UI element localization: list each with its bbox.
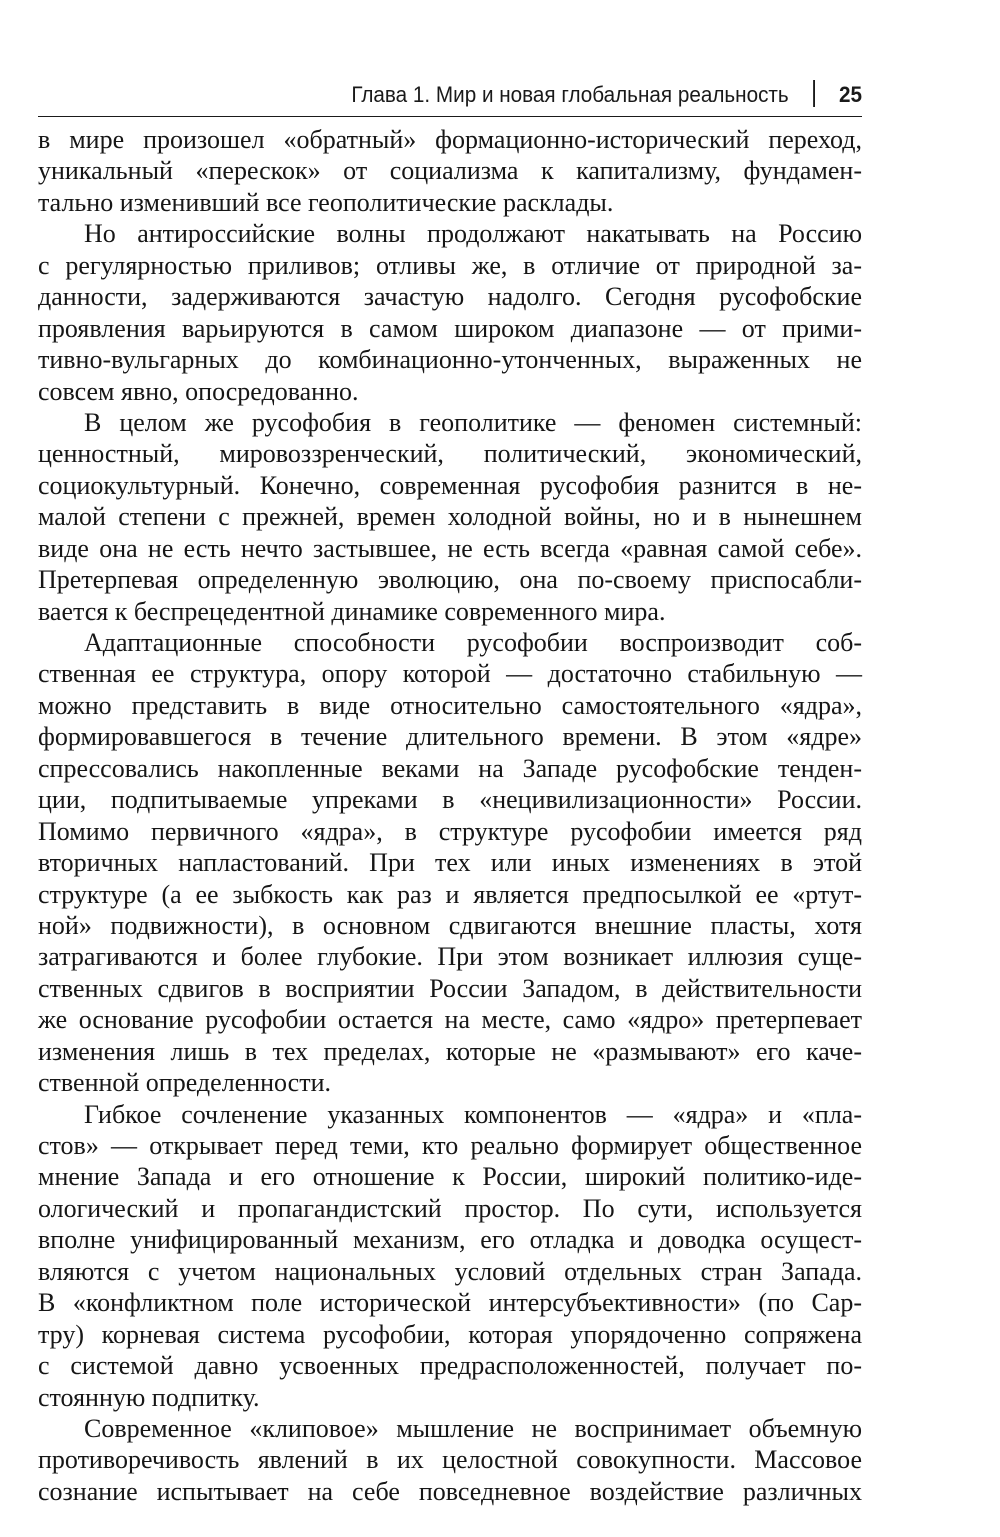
page-number: 25 <box>838 82 862 107</box>
text-line: совсем явно, опосредованно. <box>38 376 359 406</box>
text-line: структуре (а ее зыбкость как раз и является предпосылкой ее «ртут- <box>38 879 862 909</box>
text-line: уникальный «перескок» от социализма к капитализму, фундамен- <box>38 156 862 186</box>
text-line: вляются с учетом национальных условий отдельных стран Запада. <box>38 1256 862 1286</box>
text-line: Адаптационные способности русофобии воспроизводит соб- <box>84 628 862 657</box>
paragraph <box>38 218 862 407</box>
text-line: тру) корневая система русофобии, которая упорядоченно сопряжена <box>38 1319 862 1349</box>
text-line: ции, подпитываемые упреками в «нецивилизационности» России. <box>38 785 862 815</box>
text-line: сознание испытывает на себе повседневное воздействие различных <box>38 1476 862 1506</box>
paragraph <box>38 1099 862 1413</box>
text-line: данности, задерживаются зачастую надолго. Сегодня русофобские <box>38 282 862 312</box>
text-line: вается к беспрецедентной динамике современного мира. <box>38 596 666 626</box>
text-line: ценностный, мировоззренческий, политический, экономический, <box>38 439 862 469</box>
text-line: стоянную подпитку. <box>38 1382 260 1412</box>
paragraph <box>38 627 862 1099</box>
text-line: ной» подвижности), в основном сдвигаются внешние пласты, хотя <box>38 910 862 940</box>
text-line: Современное «клиповое» мышление не воспринимает объемную <box>84 1413 862 1443</box>
text-line: ологический и пропагандистский простор. По сути, используется <box>38 1193 862 1223</box>
text-line: же основание русофобии остается на месте, само «ядро» претерпевает <box>38 1005 862 1035</box>
text-line: проявления варьируются в самом широком диапазоне — от прими- <box>38 313 862 343</box>
text-line: В «конфликтном поле исторической интерсубъективности» (по Сар- <box>38 1288 862 1318</box>
paragraph <box>38 407 862 627</box>
paragraph <box>38 1413 862 1507</box>
body-text <box>38 124 862 1507</box>
header-separator <box>813 80 815 107</box>
text-line: тивно-вульгарных до комбинационно-утонченных, выраженных не <box>38 345 862 375</box>
text-line: социокультурный. Конечно, современная русофобия разнится в не- <box>38 470 862 500</box>
header-rule <box>38 116 862 117</box>
text-line: можно представить в виде относительно самостоятельного «ядра», <box>38 690 862 720</box>
text-line: стов» — открывает перед теми, кто реально формирует общественное <box>38 1131 862 1160</box>
text-line: формировавшегося в течение длительного времени. В этом «ядре» <box>38 722 862 752</box>
running-head <box>87 80 862 112</box>
text-line: Помимо первичного «ядра», в структуре русофобии имеется ряд <box>38 816 862 846</box>
text-line: малой степени с прежней, времен холодной войны, но и в нынешнем <box>38 502 862 532</box>
text-line: ственной определенности. <box>38 1068 331 1098</box>
text-line: ственная ее структура, опору которой — достаточно стабильную — <box>38 659 862 689</box>
text-line: вторичных напластований. При тех или иных изменениях в этой <box>38 848 862 878</box>
text-line: с системой давно усвоенных предрасположенностей, получает по- <box>38 1351 862 1381</box>
text-line: мнение Запада и его отношение к России, широкий политико-иде- <box>38 1162 862 1192</box>
text-line: противоречивость явлений в их целостной совокупности. Массовое <box>38 1445 862 1475</box>
text-line: виде она не есть нечто застывшее, не есть всегда «равная самой себе». <box>38 533 862 563</box>
text-line: тально изменивший все геополитические расклады. <box>38 187 614 217</box>
text-line: В целом же русофобия в геополитике — феномен системный: <box>84 407 862 437</box>
text-line: Гибкое сочленение указанных компонентов — «ядра» и «пла- <box>84 1099 862 1129</box>
paragraph <box>38 124 862 218</box>
text-line: спрессовались накопленные веками на Западе русофобские тенден- <box>38 753 862 783</box>
chapter-title: Глава 1. Мир и новая глобальная реальность <box>351 82 789 107</box>
text-line: изменения лишь в тех пределах, которые не «размывают» его каче- <box>38 1036 862 1066</box>
text-line: вполне унифицированный механизм, его отладка и доводка осущест- <box>38 1225 862 1255</box>
text-line: с регулярностью приливов; отливы же, в отличие от природной за- <box>38 250 862 280</box>
text-line: в мире произошел «обратный» формационно-исторический переход, <box>38 125 862 154</box>
text-line: затрагиваются и более глубокие. При этом возникает иллюзия суще- <box>38 942 862 972</box>
text-line: Но антироссийские волны продолжают накатывать на Россию <box>84 219 862 249</box>
text-line: Претерпевая определенную эволюцию, она по-своему приспосабли- <box>38 565 862 595</box>
text-line: ственных сдвигов в восприятии России Западом, в действительности <box>38 973 862 1003</box>
